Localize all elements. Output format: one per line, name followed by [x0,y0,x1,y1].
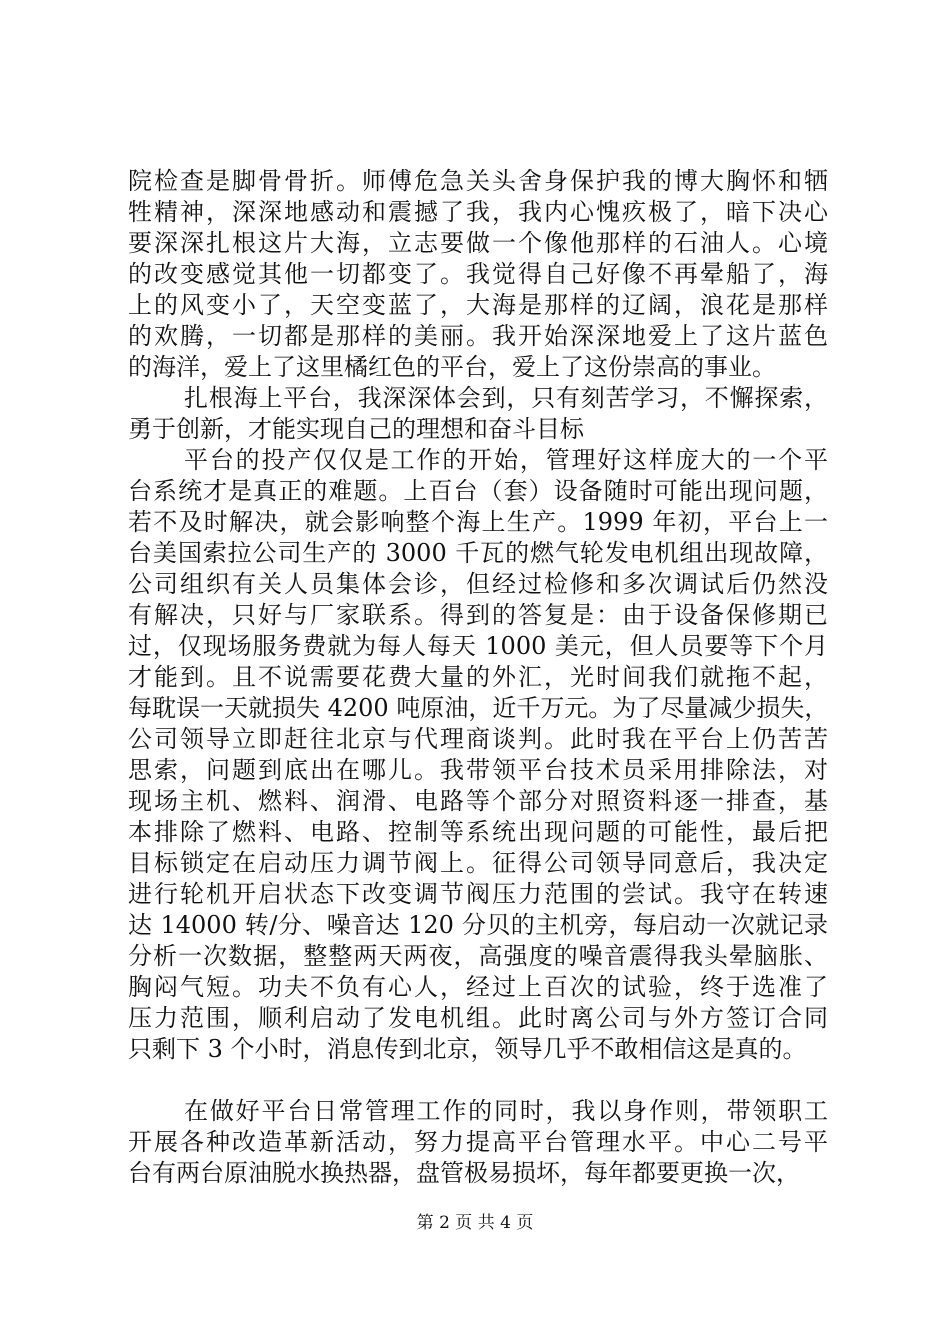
text-line: 的海洋，爱上了这里橘红色的平台，爱上了这份崇高的事业。 [128,353,776,381]
text-line: 胸闷气短。功夫不负有心人，经过上百次的试验，终于选准了 [128,973,828,1001]
text-line: 台系统才是真正的难题。上百台（套）设备随时可能出现问题， [128,477,828,505]
text-line: 思索，问题到底出在哪儿。我带领平台技术员采用排除法，对 [128,756,828,784]
paragraph [128,445,828,1065]
text-line: 要深深扎根这片大海，立志要做一个像他那样的石油人。心境 [128,229,828,257]
text-line: 每耽误一天就损失 4200 吨原油，近千万元。为了尽量减少损失， [128,694,829,722]
text-line: 台美国索拉公司生产的 3000 千瓦的燃气轮发电机组出现故障， [128,539,828,567]
text-line: 公司组织有关人员集体会诊，但经过检修和多次调试后仍然没 [128,570,828,598]
text-line: 有解决，只好与厂家联系。得到的答复是：由于设备保修期已 [128,601,828,629]
text-line: 的改变感觉其他一切都变了。我觉得自己好像不再晕船了，海 [128,260,828,288]
text-line: 院检查是脚骨骨折。师傅危急关头舍身保护我的博大胸怀和牺 [128,167,828,195]
text-line: 上的风变小了，天空变蓝了，大海是那样的辽阔，浪花是那样 [128,291,828,319]
body-text [128,166,828,1189]
page-number-label: 第 2 页 共 4 页 [416,1213,534,1233]
paragraph [128,166,828,383]
text-line: 现场主机、燃料、润滑、电路等个部分对照资料逐一排查，基 [128,787,828,815]
text-line: 勇于创新，才能实现自己的理想和奋斗目标 [128,415,584,443]
text-line: 才能到。且不说需要花费大量的外汇，光时间我们就拖不起， [128,663,828,691]
text-line: 分析一次数据，整整两天两夜，高强度的噪音震得我头晕脑胀、 [128,942,828,970]
text-line: 的欢腾，一切都是那样的美丽。我开始深深地爱上了这片蓝色 [128,322,828,350]
paragraph [128,383,828,445]
text-line: 目标锁定在启动压力调节阀上。征得公司领导同意后，我决定 [128,849,828,877]
text-line: 平台的投产仅仅是工作的开始，管理好这样庞大的一个平 [184,446,828,474]
text-line: 过，仅现场服务费就为每人每天 1000 美元，但人员要等下个月 [128,632,828,660]
page-footer [0,1212,950,1234]
text-line: 牲精神，深深地感动和震撼了我，我内心愧疚极了，暗下决心 [128,198,828,226]
text-line: 压力范围，顺利启动了发电机组。此时离公司与外方签订合同 [128,1004,828,1032]
text-line: 只剩下 3 个小时，消息传到北京，领导几乎不敢相信这是真的。 [128,1035,807,1063]
text-line: 开展各种改造革新活动，努力提高平台管理水平。中心二号平 [128,1128,828,1156]
text-line: 若不及时解决，就会影响整个海上生产。1999 年初，平台上一 [128,508,828,536]
text-line: 在做好平台日常管理工作的同时，我以身作则，带领职工 [184,1097,828,1125]
text-line: 进行轮机开启状态下改变调节阀压力范围的尝试。我守在转速 [128,880,828,908]
paragraph [128,1096,828,1189]
text-line: 达 14000 转/分、噪音达 120 分贝的主机旁，每启动一次就记录 [128,911,828,939]
text-line: 扎根海上平台，我深深体会到，只有刻苦学习，不懈探索， [184,384,828,412]
text-line: 台有两台原油脱水换热器，盘管极易损坏，每年都要更换一次， [128,1159,800,1187]
text-line: 本排除了燃料、电路、控制等系统出现问题的可能性，最后把 [128,818,828,846]
paragraph-gap [128,1065,828,1096]
text-line: 公司领导立即赶往北京与代理商谈判。此时我在平台上仍苦苦 [128,725,828,753]
